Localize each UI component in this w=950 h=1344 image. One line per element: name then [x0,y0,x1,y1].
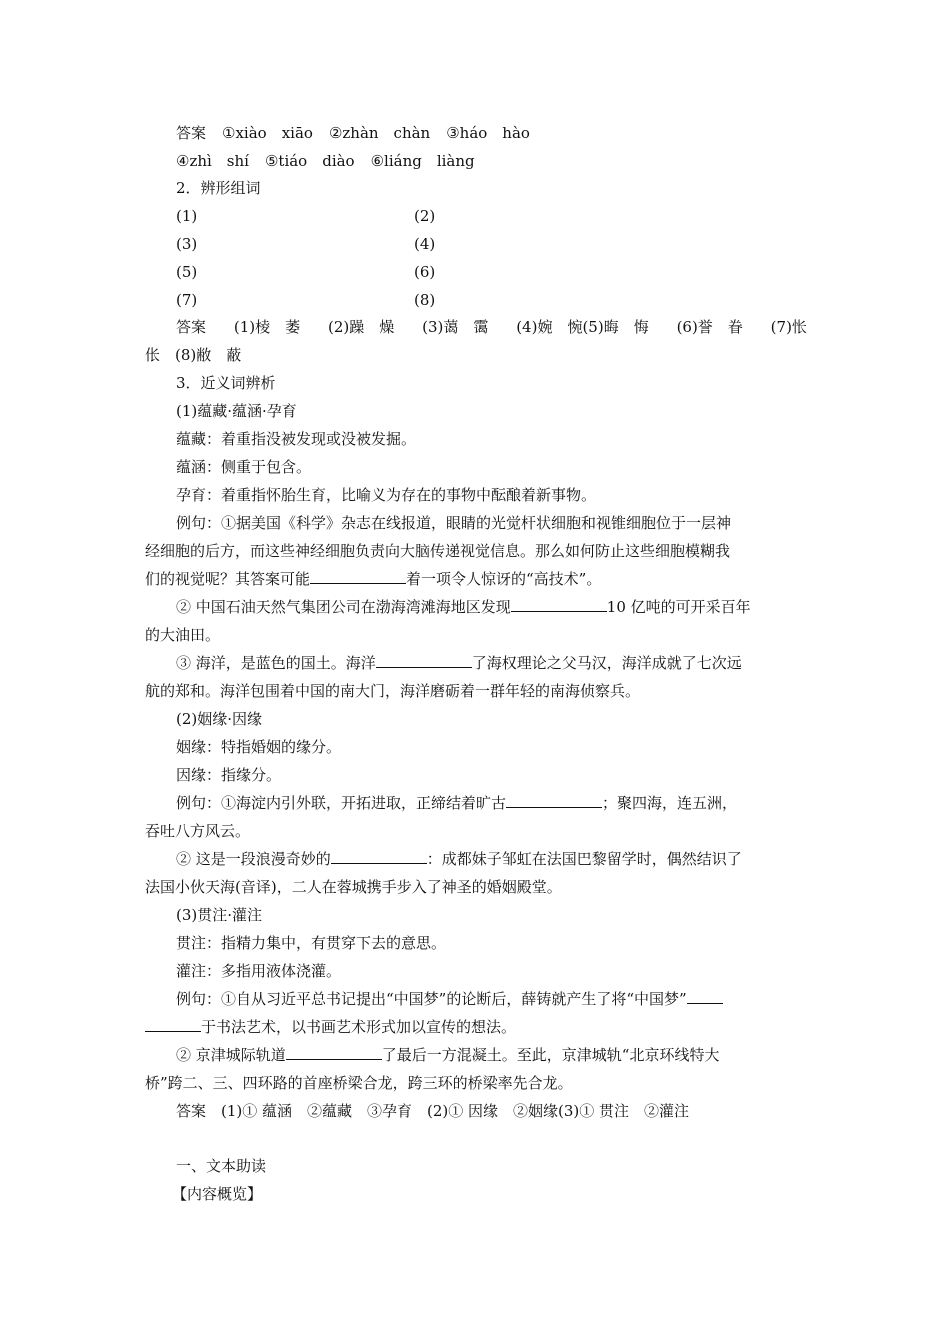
answer-pinyin-line-2 [176,151,475,171]
example-text-part: ② 京津城际轨道 [176,1046,286,1064]
example-text-part: 了最后一方混凝土。至此，京津城轨“北京环线特大 [381,1046,720,1064]
definition: 因缘：指缘分。 [176,766,282,784]
example-text: 的大油田。 [145,626,221,644]
example-text-part: 于书法艺术，以书画艺术形式加以宣传的想法。 [201,1018,517,1036]
fill-blank[interactable] [376,653,472,668]
fill-blank[interactable] [310,569,406,584]
example-text-part: 们的视觉呢？其答案可能 [145,570,311,588]
example-text [176,653,742,673]
group-heading: (3)贯注·灌注 [176,906,263,924]
group-heading: (2)姻缘·因缘 [176,710,263,728]
item-label: (7) [176,291,198,309]
fill-blank[interactable] [506,793,602,808]
answer-label: 答案 [176,124,207,142]
answer-word: (7)怅 [770,318,807,336]
answer-word: (4)婉 惋(5)晦 悔 [516,318,649,336]
example-text: 吞吐八方风云。 [145,822,251,840]
pinyin-5: ⑤tiáo diào [264,152,355,170]
definition: 灌注：多指用液体浇灌。 [176,962,342,980]
answer-word: (6)誉 眷 [676,318,743,336]
group-heading: (1)蕴藏·蕴涵·孕育 [176,402,297,420]
answer-pinyin-line-1 [176,123,530,143]
example-text [176,597,751,617]
section-heading: 3．近义词辨析 [176,374,276,392]
example-text: 例句：①据美国《科学》杂志在线报道，眼睛的光觉杆状细胞和视锥细胞位于一层神 [176,514,732,532]
item-label: (6) [414,263,436,281]
example-text-part: ：成都妹子邹虹在法国巴黎留学时，偶然结识了 [426,850,742,868]
answer-words-line-1 [176,317,807,337]
item-label: (5) [176,263,198,281]
pinyin-2: ②zhàn chàn [328,124,431,142]
fill-blank[interactable] [286,1045,382,1060]
fill-blank[interactable] [687,989,723,1004]
example-text-part: ② 中国石油天然气集团公司在渤海湾滩海地区发现 [176,598,511,616]
example-text-part: 了海权理论之父马汉，海洋成就了七次远 [471,654,742,672]
example-text-part: ；聚四海，连五洲， [602,794,738,812]
definition: 贯注：指精力集中，有贯穿下去的意思。 [176,934,447,952]
pinyin-4: ④zhì shí [176,152,249,170]
definition: 孕育：着重指怀胎生育，比喻义为存在的事物中酝酿着新事物。 [176,486,597,504]
answer-words-line-2: 伥 (8)敝 蔽 [145,346,242,364]
item-label: (3) [176,235,198,253]
example-text [176,793,737,813]
fill-blank[interactable] [511,597,607,612]
answer-synonyms: 答案 (1)① 蕴涵 ②蕴藏 ③孕育 (2)① 因缘 ②姻缘(3)① 贯注 ②灌注 [176,1102,690,1120]
answer-word: (2)躁 燥 [327,318,395,336]
definition: 姻缘：特指婚姻的缘分。 [176,738,342,756]
item-label: (1) [176,207,198,225]
pinyin-3: ③háo hào [446,124,530,142]
definition: 蕴藏：着重指没被发现或没被发掘。 [176,430,417,448]
example-text-part: 着一项令人惊讶的“高技术”。 [406,570,602,588]
example-text-part: 10 亿吨的可开采百年 [606,598,751,616]
example-text: 航的郑和。海洋包围着中国的南大门，海洋磨砺着一群年轻的南海侦察兵。 [145,682,641,700]
example-text [145,1017,516,1037]
example-text [176,1045,719,1065]
example-text [176,989,723,1009]
item-label: (4) [414,235,436,253]
example-text-part: 例句：①自从习近平总书记提出“中国梦”的论断后，薛铸就产生了将“中国梦” [176,990,687,1008]
answer-word: (1)棱 萎 [233,318,301,336]
answer-label: 答案 [176,318,207,336]
example-text-part: ② 这是一段浪漫奇妙的 [176,850,331,868]
fill-blank[interactable] [331,849,427,864]
example-text-part: 例句：①海淀内引外联，开拓进取，正缔结着旷古 [176,794,507,812]
fill-blank[interactable] [145,1017,201,1032]
section-heading: 2．辨形组词 [176,179,261,197]
example-text [145,569,601,589]
example-text [176,849,742,869]
answer-word: (3)蔼 霭 [422,318,489,336]
item-label: (2) [414,207,436,225]
item-label: (8) [414,291,436,309]
example-text: 经细胞的后方，而这些神经细胞负责向大脑传递视觉信息。那么如何防止这些细胞模糊我 [145,542,731,560]
example-text-part: ③ 海洋，是蓝色的国土。海洋 [176,654,376,672]
pinyin-1: ①xiào xiāo [222,124,313,142]
part-heading: 一、文本助读 [176,1157,267,1175]
definition: 蕴涵：侧重于包含。 [176,458,312,476]
pinyin-6: ⑥liáng liàng [370,152,475,170]
subsection-heading: 【内容概览】 [172,1185,263,1203]
example-text: 法国小伙天海(音译)，二人在蓉城携手步入了神圣的婚姻殿堂。 [145,878,562,896]
example-text: 桥”跨二、三、四环路的首座桥梁合龙，跨三环的桥梁率先合龙。 [145,1074,573,1092]
